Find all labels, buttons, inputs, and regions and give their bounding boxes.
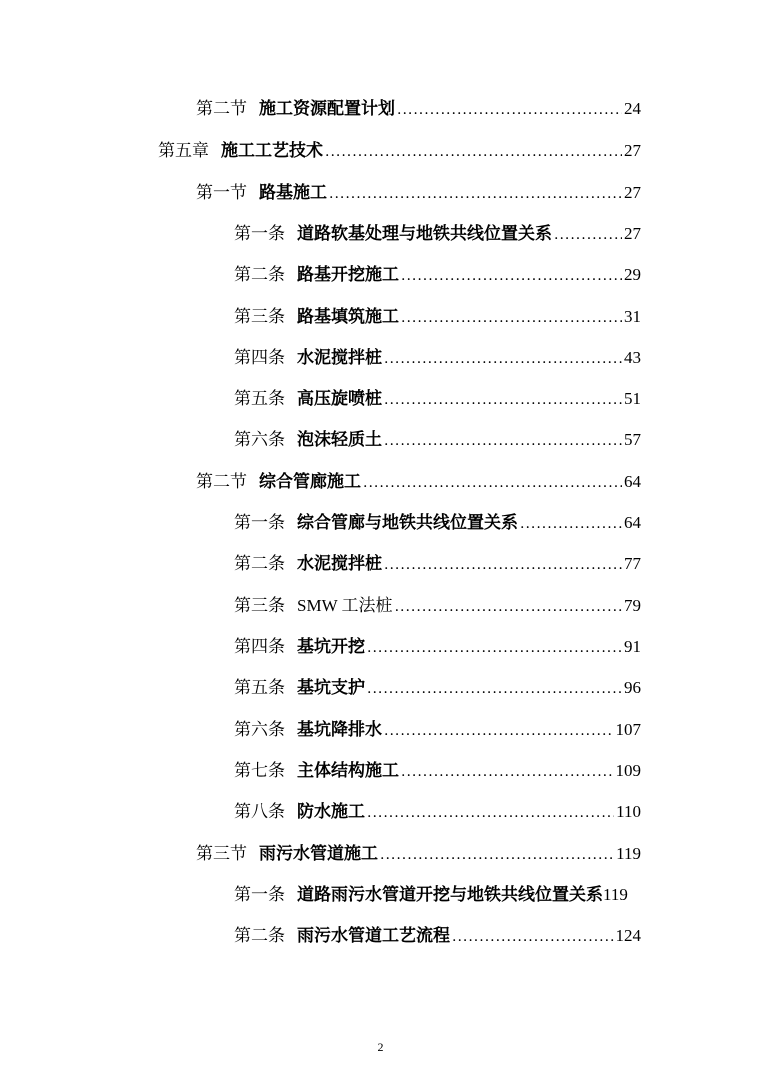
toc-entry-page: 27 [624,183,641,202]
toc-entry-page: 107 [615,720,641,739]
toc-entry-label: 第七条 [234,761,285,781]
toc-leader-dots [367,635,622,661]
toc-leader-dots [380,842,614,868]
toc-entry-page: 27 [624,224,641,243]
toc-entry-section-1-subgrade[interactable] [196,180,641,206]
toc-entry-title: 基坑开挖 [297,637,365,657]
toc-entry-article[interactable] [234,551,641,577]
toc-entry-title: 防水施工 [297,802,365,822]
toc-entry-article[interactable] [234,882,659,908]
toc-entry-label: 第四条 [234,348,285,368]
toc-entry-section-2-resources[interactable] [196,96,641,122]
toc-leader-dots [363,470,622,496]
toc-leader-dots [384,387,622,413]
toc-entry-title: 雨污水管道施工 [259,844,378,864]
toc-entry-page: 110 [616,802,641,821]
toc-entry-label: 第一节 [196,183,247,203]
toc-entry-label: 第五章 [158,141,209,161]
toc-entry-page: 79 [624,596,641,615]
toc-leader-dots [401,759,614,785]
toc-leader-dots [397,97,622,123]
toc-leader-dots [401,305,622,331]
toc-entry-page: 27 [624,141,641,160]
toc-entry-page: 64 [624,472,641,491]
toc-entry-page: 119 [616,844,641,863]
toc-leader-dots [452,924,614,950]
toc-leader-dots [367,676,622,702]
toc-entry-title: 雨污水管道工艺流程 [297,926,450,946]
toc-entry-title: 施工资源配置计划 [259,99,395,119]
toc-entry-title: 路基开挖施工 [297,265,399,285]
toc-entry-title: 道路软基处理与地铁共线位置关系 [297,224,552,244]
toc-leader-dots [384,552,622,578]
toc-entry-page: 64 [624,513,641,532]
toc-entry-title: 综合管廊施工 [259,472,361,492]
toc-entry-label: 第三节 [196,844,247,864]
toc-leader-dots [384,718,614,744]
toc-entry-label: 第一条 [234,885,285,905]
toc-leader-dots [520,511,622,537]
toc-entry-label: 第五条 [234,389,285,409]
toc-entry-page: 109 [615,761,641,780]
toc-entry-article[interactable] [234,262,641,288]
toc-leader-dots [329,181,622,207]
toc-entry-title: 道路雨污水管道开挖与地铁共线位置关系 [297,885,603,905]
toc-entry-label: 第二条 [234,926,285,946]
toc-entry-article[interactable] [234,221,641,247]
toc-entry-label: 第六条 [234,720,285,740]
toc-entry-chapter-5[interactable] [158,138,641,164]
toc-entry-article[interactable] [234,345,641,371]
toc-entry-label: 第五条 [234,678,285,698]
toc-leader-dots [401,263,622,289]
toc-entry-page: 24 [624,99,641,118]
toc-entry-section-3-sewer[interactable] [196,841,641,867]
toc-entry-label: 第二条 [234,554,285,574]
toc-entry-article[interactable] [234,717,641,743]
toc-entry-title: 综合管廊与地铁共线位置关系 [297,513,518,533]
toc-entry-title: 水泥搅拌桩 [297,348,382,368]
toc-entry-label: 第八条 [234,802,285,822]
toc-entry-title: 基坑支护 [297,678,365,698]
toc-entry-label: 第二条 [234,265,285,285]
toc-entry-page: 91 [624,637,641,656]
toc-entry-title: 泡沫轻质土 [297,430,382,450]
toc-entry-label: 第一条 [234,224,285,244]
toc-entry-title: 基坑降排水 [297,720,382,740]
toc-entry-label: 第一条 [234,513,285,533]
toc-entry-article[interactable] [234,593,641,619]
toc-entry-label: 第二节 [196,472,247,492]
toc-entry-label: 第六条 [234,430,285,450]
toc-entry-label: 第二节 [196,99,247,119]
toc-entry-article[interactable] [234,304,641,330]
toc-entry-title: 路基填筑施工 [297,307,399,327]
toc-entry-article[interactable] [234,799,641,825]
toc-entry-section-2-utility-tunnel[interactable] [196,469,641,495]
toc-entry-page: 96 [624,678,641,697]
toc-entry-title: SMW 工法桩 [297,596,393,615]
toc-entry-article[interactable] [234,675,641,701]
toc-entry-article[interactable] [234,634,641,660]
toc-entry-page: 31 [624,307,641,326]
toc-entry-page: 57 [624,430,641,449]
toc-entry-article[interactable] [234,510,641,536]
toc-entry-label: 第三条 [234,596,285,616]
toc-entry-article[interactable] [234,923,641,949]
toc-leader-dots [554,222,622,248]
toc-entry-page: 77 [624,554,641,573]
toc-entry-article[interactable] [234,758,641,784]
toc-leader-dots [325,139,622,165]
page-number: 2 [377,1040,384,1054]
toc-leader-dots [367,800,614,826]
toc-entry-title: 高压旋喷桩 [297,389,382,409]
toc-entry-article[interactable] [234,386,641,412]
toc-leader-dots [384,346,622,372]
toc-entry-article[interactable] [234,427,641,453]
toc-entry-title: 主体结构施工 [297,761,399,781]
toc-entry-title: 路基施工 [259,183,327,203]
toc-entry-label: 第三条 [234,307,285,327]
toc-entry-title: 水泥搅拌桩 [297,554,382,574]
toc-entry-title: 施工工艺技术 [221,141,323,161]
toc-entry-page: 124 [615,926,641,945]
toc-entry-page: 51 [624,389,641,408]
toc-entry-page: 43 [624,348,641,367]
toc-leader-dots [384,428,622,454]
toc-entry-page: 119 [603,885,628,904]
toc-leader-dots [395,594,622,620]
toc-entry-page: 29 [624,265,641,284]
toc-entry-label: 第四条 [234,637,285,657]
